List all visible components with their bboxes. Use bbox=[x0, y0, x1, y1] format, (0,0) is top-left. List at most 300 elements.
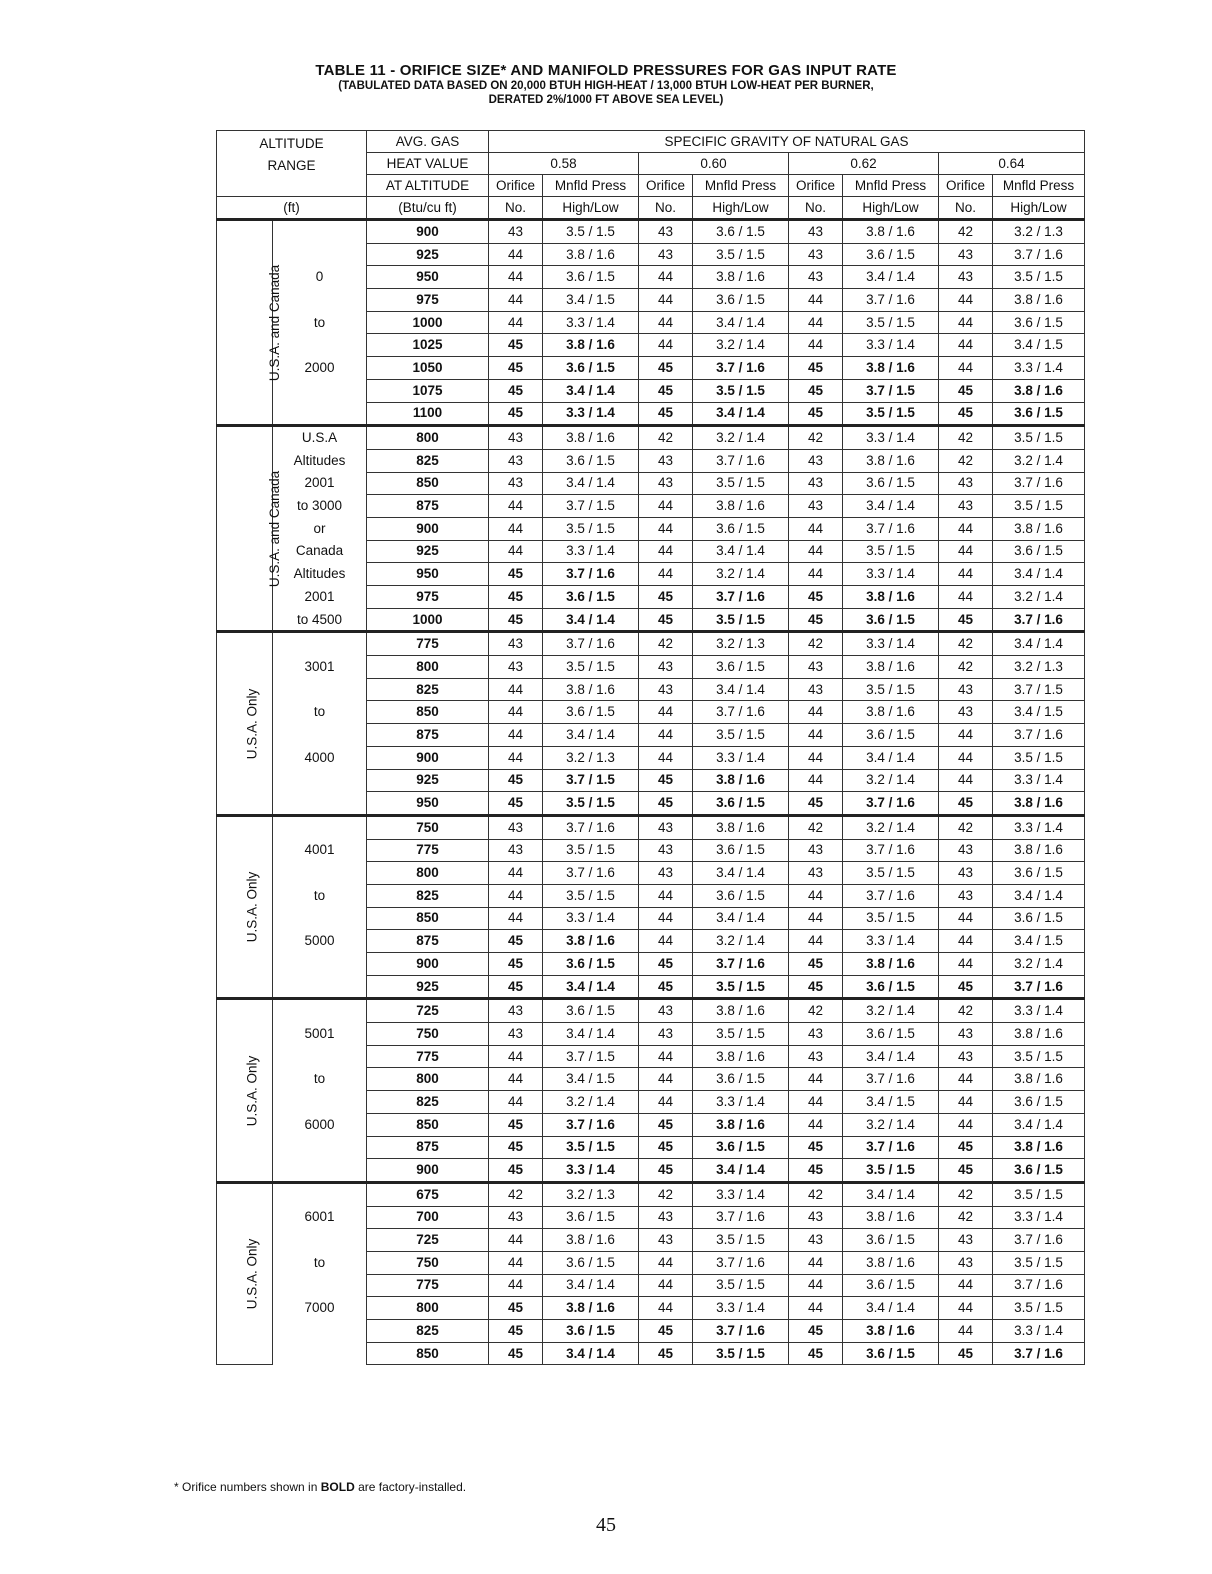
pressure-cell: 3.5 / 1.5 bbox=[693, 472, 789, 495]
orifice-cell: 44 bbox=[939, 953, 993, 976]
orifice-cell: 42 bbox=[639, 1182, 693, 1206]
orifice-cell: 44 bbox=[489, 243, 543, 266]
pressure-cell: 3.2 / 1.4 bbox=[993, 953, 1085, 976]
altitude-label bbox=[273, 1274, 367, 1297]
heat-value-cell: 800 bbox=[367, 426, 489, 450]
orifice-cell: 42 bbox=[939, 220, 993, 244]
orifice-cell: 43 bbox=[639, 815, 693, 839]
orifice-cell: 45 bbox=[789, 953, 843, 976]
pressure-cell: 3.5 / 1.5 bbox=[993, 746, 1085, 769]
page-number: 45 bbox=[596, 1514, 616, 1536]
table-subtitle-line1: (TABULATED DATA BASED ON 20,000 BTUH HIGH-HEAT / 13,000 BTUH LOW-HEAT PER BURNER, bbox=[338, 80, 874, 92]
orifice-cell: 43 bbox=[489, 656, 543, 679]
orifice-cell: 43 bbox=[939, 1251, 993, 1274]
orifice-cell: 45 bbox=[489, 1159, 543, 1183]
region-label-text: U.S.A. and Canada bbox=[267, 264, 283, 381]
table-row bbox=[217, 266, 1085, 289]
table-title: TABLE 11 - ORIFICE SIZE* AND MANIFOLD PRESSURES FOR GAS INPUT RATE bbox=[315, 62, 897, 79]
orifice-cell: 43 bbox=[939, 884, 993, 907]
orifice-cell: 44 bbox=[789, 540, 843, 563]
orifice-cell: 43 bbox=[939, 678, 993, 701]
pressure-cell: 3.8 / 1.6 bbox=[543, 1297, 639, 1320]
pressure-cell: 3.6 / 1.5 bbox=[843, 472, 939, 495]
pressure-cell: 3.7 / 1.5 bbox=[543, 495, 639, 518]
altitude-label bbox=[273, 1045, 367, 1068]
pressure-cell: 3.4 / 1.4 bbox=[693, 1159, 789, 1183]
orifice-cell: 43 bbox=[789, 1045, 843, 1068]
pressure-cell: 3.3 / 1.4 bbox=[993, 815, 1085, 839]
header-ft: (ft) bbox=[217, 197, 367, 220]
altitude-label: 7000 bbox=[273, 1297, 367, 1320]
orifice-cell: 44 bbox=[789, 311, 843, 334]
orifice-cell: 42 bbox=[939, 999, 993, 1023]
pressure-cell: 3.8 / 1.6 bbox=[843, 1320, 939, 1343]
pressure-cell: 3.3 / 1.4 bbox=[543, 540, 639, 563]
pressure-cell: 3.3 / 1.4 bbox=[543, 1159, 639, 1183]
pressure-cell: 3.5 / 1.5 bbox=[993, 266, 1085, 289]
pressure-cell: 3.4 / 1.5 bbox=[843, 1091, 939, 1114]
orifice-cell: 43 bbox=[639, 472, 693, 495]
orifice-cell: 45 bbox=[939, 608, 993, 632]
table-row bbox=[217, 1251, 1085, 1274]
orifice-cell: 44 bbox=[939, 586, 993, 609]
orifice-cell: 43 bbox=[489, 472, 543, 495]
pressure-cell: 3.6 / 1.5 bbox=[843, 1274, 939, 1297]
orifice-cell: 45 bbox=[639, 608, 693, 632]
header-altitude-range: ALTITUDE RANGE bbox=[217, 131, 367, 197]
altitude-label bbox=[273, 1320, 367, 1343]
orifice-cell: 44 bbox=[789, 517, 843, 540]
pressure-cell: 3.5 / 1.5 bbox=[693, 608, 789, 632]
orifice-cell: 44 bbox=[639, 540, 693, 563]
pressure-cell: 3.7 / 1.6 bbox=[843, 1068, 939, 1091]
orifice-cell: 45 bbox=[489, 586, 543, 609]
table-row bbox=[217, 472, 1085, 495]
orifice-cell: 45 bbox=[789, 792, 843, 816]
header-mnfld-press: Mnfld Press bbox=[843, 175, 939, 197]
orifice-cell: 44 bbox=[639, 930, 693, 953]
heat-value-cell: 975 bbox=[367, 586, 489, 609]
pressure-cell: 3.2 / 1.4 bbox=[693, 930, 789, 953]
header-gravity-2: 0.62 bbox=[789, 153, 939, 175]
pressure-cell: 3.2 / 1.4 bbox=[843, 815, 939, 839]
pressure-cell: 3.2 / 1.4 bbox=[843, 769, 939, 792]
orifice-cell: 43 bbox=[939, 862, 993, 885]
pressure-cell: 3.4 / 1.4 bbox=[543, 379, 639, 402]
pressure-cell: 3.5 / 1.5 bbox=[693, 379, 789, 402]
altitude-label bbox=[273, 1229, 367, 1252]
orifice-cell: 44 bbox=[639, 724, 693, 747]
heat-value-cell: 800 bbox=[367, 656, 489, 679]
orifice-cell: 44 bbox=[939, 930, 993, 953]
table-row bbox=[217, 1297, 1085, 1320]
pressure-cell: 3.7 / 1.5 bbox=[993, 678, 1085, 701]
pressure-cell: 3.6 / 1.5 bbox=[843, 608, 939, 632]
orifice-cell: 43 bbox=[639, 839, 693, 862]
region-label bbox=[217, 815, 273, 999]
pressure-cell: 3.8 / 1.6 bbox=[693, 999, 789, 1023]
orifice-cell: 43 bbox=[489, 1206, 543, 1229]
pressure-cell: 3.5 / 1.5 bbox=[843, 540, 939, 563]
orifice-cell: 43 bbox=[789, 1206, 843, 1229]
pressure-cell: 3.5 / 1.5 bbox=[693, 724, 789, 747]
orifice-cell: 44 bbox=[939, 563, 993, 586]
orifice-cell: 42 bbox=[939, 632, 993, 656]
heat-value-cell: 850 bbox=[367, 907, 489, 930]
heat-value-cell: 800 bbox=[367, 1068, 489, 1091]
pressure-cell: 3.8 / 1.6 bbox=[693, 495, 789, 518]
table-row bbox=[217, 1206, 1085, 1229]
orifice-cell: 43 bbox=[939, 701, 993, 724]
orifice-cell: 44 bbox=[489, 517, 543, 540]
pressure-cell: 3.7 / 1.6 bbox=[543, 632, 639, 656]
altitude-label bbox=[273, 334, 367, 357]
pressure-cell: 3.8 / 1.6 bbox=[993, 1136, 1085, 1159]
pressure-cell: 3.7 / 1.6 bbox=[693, 701, 789, 724]
orifice-cell: 44 bbox=[639, 517, 693, 540]
pressure-cell: 3.5 / 1.5 bbox=[693, 243, 789, 266]
orifice-cell: 42 bbox=[789, 426, 843, 450]
pressure-cell: 3.6 / 1.5 bbox=[543, 953, 639, 976]
pressure-cell: 3.7 / 1.6 bbox=[993, 1342, 1085, 1365]
orifice-cell: 44 bbox=[789, 563, 843, 586]
orifice-cell: 42 bbox=[939, 656, 993, 679]
pressure-cell: 3.6 / 1.5 bbox=[543, 1206, 639, 1229]
table-row bbox=[217, 1091, 1085, 1114]
heat-value-cell: 1000 bbox=[367, 608, 489, 632]
pressure-cell: 3.5 / 1.5 bbox=[843, 1159, 939, 1183]
orifice-cell: 45 bbox=[789, 379, 843, 402]
altitude-label: Canada bbox=[273, 540, 367, 563]
pressure-cell: 3.5 / 1.5 bbox=[993, 1182, 1085, 1206]
orifice-cell: 44 bbox=[939, 1274, 993, 1297]
pressure-cell: 3.5 / 1.5 bbox=[543, 884, 639, 907]
orifice-cell: 42 bbox=[639, 426, 693, 450]
pressure-cell: 3.5 / 1.5 bbox=[843, 862, 939, 885]
pressure-cell: 3.6 / 1.5 bbox=[693, 839, 789, 862]
pressure-cell: 3.2 / 1.3 bbox=[543, 746, 639, 769]
pressure-cell: 3.7 / 1.6 bbox=[543, 563, 639, 586]
altitude-label bbox=[273, 678, 367, 701]
heat-value-cell: 950 bbox=[367, 266, 489, 289]
altitude-label: 2001 bbox=[273, 586, 367, 609]
orifice-cell: 44 bbox=[789, 1091, 843, 1114]
heat-value-cell: 875 bbox=[367, 930, 489, 953]
pressure-cell: 3.2 / 1.4 bbox=[693, 426, 789, 450]
table-row bbox=[217, 243, 1085, 266]
pressure-cell: 3.6 / 1.5 bbox=[543, 586, 639, 609]
table-row bbox=[217, 402, 1085, 426]
heat-value-cell: 900 bbox=[367, 1159, 489, 1183]
heat-value-cell: 850 bbox=[367, 701, 489, 724]
heat-value-cell: 1025 bbox=[367, 334, 489, 357]
orifice-cell: 44 bbox=[639, 495, 693, 518]
table-row bbox=[217, 540, 1085, 563]
pressure-cell: 3.3 / 1.4 bbox=[993, 357, 1085, 380]
orifice-cell: 44 bbox=[939, 311, 993, 334]
orifice-cell: 43 bbox=[489, 999, 543, 1023]
orifice-cell: 44 bbox=[639, 1297, 693, 1320]
pressure-cell: 3.8 / 1.6 bbox=[993, 289, 1085, 312]
pressure-cell: 3.4 / 1.4 bbox=[543, 1274, 639, 1297]
pressure-cell: 3.4 / 1.4 bbox=[693, 862, 789, 885]
orifice-pressure-table bbox=[216, 130, 1085, 1365]
altitude-label: to bbox=[273, 311, 367, 334]
pressure-cell: 3.2 / 1.4 bbox=[543, 1091, 639, 1114]
pressure-cell: 3.6 / 1.5 bbox=[993, 907, 1085, 930]
altitude-label bbox=[273, 632, 367, 656]
altitude-label: to bbox=[273, 1251, 367, 1274]
orifice-cell: 44 bbox=[489, 862, 543, 885]
orifice-cell: 45 bbox=[639, 1136, 693, 1159]
table-row bbox=[217, 1320, 1085, 1343]
orifice-cell: 44 bbox=[789, 907, 843, 930]
orifice-cell: 43 bbox=[639, 1023, 693, 1046]
orifice-cell: 44 bbox=[639, 701, 693, 724]
pressure-cell: 3.2 / 1.3 bbox=[993, 656, 1085, 679]
orifice-cell: 45 bbox=[489, 379, 543, 402]
pressure-cell: 3.8 / 1.6 bbox=[843, 656, 939, 679]
orifice-cell: 45 bbox=[789, 357, 843, 380]
orifice-cell: 43 bbox=[789, 1023, 843, 1046]
pressure-cell: 3.5 / 1.5 bbox=[993, 1251, 1085, 1274]
orifice-cell: 43 bbox=[789, 266, 843, 289]
region-label-text: U.S.A. Only bbox=[244, 1238, 260, 1310]
header-mnfld-press: Mnfld Press bbox=[543, 175, 639, 197]
orifice-cell: 45 bbox=[489, 334, 543, 357]
table-row bbox=[217, 862, 1085, 885]
pressure-cell: 3.3 / 1.4 bbox=[993, 1206, 1085, 1229]
heat-value-cell: 825 bbox=[367, 449, 489, 472]
pressure-cell: 3.3 / 1.4 bbox=[843, 426, 939, 450]
orifice-cell: 45 bbox=[939, 975, 993, 999]
orifice-cell: 43 bbox=[489, 632, 543, 656]
orifice-cell: 45 bbox=[639, 769, 693, 792]
pressure-cell: 3.5 / 1.5 bbox=[543, 517, 639, 540]
orifice-cell: 44 bbox=[789, 289, 843, 312]
pressure-cell: 3.7 / 1.6 bbox=[693, 953, 789, 976]
pressure-cell: 3.7 / 1.6 bbox=[993, 472, 1085, 495]
heat-value-cell: 825 bbox=[367, 884, 489, 907]
pressure-cell: 3.2 / 1.4 bbox=[993, 586, 1085, 609]
pressure-cell: 3.5 / 1.5 bbox=[843, 311, 939, 334]
orifice-cell: 45 bbox=[939, 1342, 993, 1365]
orifice-cell: 45 bbox=[639, 1159, 693, 1183]
pressure-cell: 3.4 / 1.4 bbox=[693, 540, 789, 563]
orifice-cell: 45 bbox=[789, 975, 843, 999]
heat-value-cell: 825 bbox=[367, 678, 489, 701]
heat-value-cell: 1050 bbox=[367, 357, 489, 380]
heat-value-cell: 675 bbox=[367, 1182, 489, 1206]
pressure-cell: 3.2 / 1.4 bbox=[843, 999, 939, 1023]
orifice-cell: 42 bbox=[489, 1182, 543, 1206]
table-row bbox=[217, 517, 1085, 540]
pressure-cell: 3.2 / 1.4 bbox=[993, 449, 1085, 472]
pressure-cell: 3.5 / 1.5 bbox=[543, 656, 639, 679]
pressure-cell: 3.4 / 1.4 bbox=[543, 724, 639, 747]
table-row bbox=[217, 746, 1085, 769]
orifice-cell: 45 bbox=[789, 1342, 843, 1365]
table-row bbox=[217, 334, 1085, 357]
header-high-low: High/Low bbox=[693, 197, 789, 220]
pressure-cell: 3.6 / 1.5 bbox=[843, 724, 939, 747]
altitude-label: 4001 bbox=[273, 839, 367, 862]
table-row bbox=[217, 632, 1085, 656]
pressure-cell: 3.4 / 1.5 bbox=[543, 1068, 639, 1091]
pressure-cell: 3.7 / 1.6 bbox=[693, 449, 789, 472]
orifice-cell: 44 bbox=[789, 1113, 843, 1136]
region-label-text: U.S.A. Only bbox=[244, 688, 260, 759]
orifice-cell: 44 bbox=[489, 724, 543, 747]
orifice-cell: 43 bbox=[939, 839, 993, 862]
orifice-cell: 44 bbox=[939, 334, 993, 357]
header-avg-gas: AVG. GAS bbox=[367, 131, 489, 153]
heat-value-cell: 900 bbox=[367, 517, 489, 540]
pressure-cell: 3.4 / 1.5 bbox=[993, 930, 1085, 953]
orifice-cell: 44 bbox=[789, 930, 843, 953]
altitude-label bbox=[273, 999, 367, 1023]
orifice-cell: 45 bbox=[639, 1113, 693, 1136]
pressure-cell: 3.7 / 1.6 bbox=[543, 862, 639, 885]
altitude-label bbox=[273, 1136, 367, 1159]
orifice-cell: 44 bbox=[639, 1068, 693, 1091]
region-label-text: U.S.A. and Canada bbox=[267, 470, 283, 587]
orifice-cell: 44 bbox=[939, 517, 993, 540]
table-row bbox=[217, 975, 1085, 999]
pressure-cell: 3.3 / 1.4 bbox=[693, 1182, 789, 1206]
altitude-label bbox=[273, 1342, 367, 1365]
table-row bbox=[217, 656, 1085, 679]
orifice-cell: 45 bbox=[639, 975, 693, 999]
orifice-cell: 44 bbox=[489, 1091, 543, 1114]
heat-value-cell: 850 bbox=[367, 1113, 489, 1136]
table-row bbox=[217, 608, 1085, 632]
altitude-label bbox=[273, 1159, 367, 1183]
pressure-cell: 3.3 / 1.4 bbox=[693, 1091, 789, 1114]
pressure-cell: 3.8 / 1.6 bbox=[843, 586, 939, 609]
pressure-cell: 3.8 / 1.6 bbox=[693, 769, 789, 792]
heat-value-cell: 875 bbox=[367, 495, 489, 518]
orifice-cell: 44 bbox=[489, 746, 543, 769]
pressure-cell: 3.4 / 1.4 bbox=[843, 266, 939, 289]
table-row bbox=[217, 701, 1085, 724]
heat-value-cell: 775 bbox=[367, 1045, 489, 1068]
orifice-cell: 44 bbox=[639, 1274, 693, 1297]
region-label bbox=[217, 426, 283, 632]
header-gravity-0: 0.58 bbox=[489, 153, 639, 175]
table-row bbox=[217, 311, 1085, 334]
table-row bbox=[217, 1274, 1085, 1297]
orifice-cell: 43 bbox=[639, 220, 693, 244]
footnote-suffix: are factory-installed. bbox=[354, 1480, 467, 1494]
orifice-cell: 43 bbox=[939, 243, 993, 266]
pressure-cell: 3.4 / 1.4 bbox=[543, 1023, 639, 1046]
pressure-cell: 3.3 / 1.4 bbox=[843, 334, 939, 357]
heat-value-cell: 750 bbox=[367, 815, 489, 839]
pressure-cell: 3.4 / 1.4 bbox=[993, 884, 1085, 907]
orifice-cell: 44 bbox=[939, 1113, 993, 1136]
orifice-cell: 43 bbox=[489, 426, 543, 450]
orifice-cell: 44 bbox=[639, 563, 693, 586]
orifice-cell: 44 bbox=[789, 1068, 843, 1091]
pressure-cell: 3.6 / 1.5 bbox=[993, 1091, 1085, 1114]
heat-value-cell: 975 bbox=[367, 289, 489, 312]
table-row bbox=[217, 907, 1085, 930]
table-row bbox=[217, 839, 1085, 862]
altitude-label bbox=[273, 792, 367, 816]
region-label bbox=[217, 1182, 273, 1365]
pressure-cell: 3.7 / 1.5 bbox=[543, 769, 639, 792]
footnote bbox=[174, 1480, 466, 1494]
orifice-cell: 44 bbox=[489, 884, 543, 907]
header-high-low: High/Low bbox=[993, 197, 1085, 220]
pressure-cell: 3.8 / 1.6 bbox=[993, 379, 1085, 402]
pressure-cell: 3.7 / 1.6 bbox=[843, 884, 939, 907]
pressure-cell: 3.6 / 1.5 bbox=[693, 1068, 789, 1091]
heat-value-cell: 725 bbox=[367, 999, 489, 1023]
altitude-label: 6001 bbox=[273, 1206, 367, 1229]
table-row bbox=[217, 884, 1085, 907]
orifice-cell: 45 bbox=[489, 975, 543, 999]
orifice-cell: 44 bbox=[639, 1045, 693, 1068]
table-row bbox=[217, 1229, 1085, 1252]
pressure-cell: 3.6 / 1.5 bbox=[543, 357, 639, 380]
table-row bbox=[217, 999, 1085, 1023]
orifice-cell: 44 bbox=[489, 678, 543, 701]
pressure-cell: 3.6 / 1.5 bbox=[993, 1159, 1085, 1183]
orifice-cell: 43 bbox=[789, 839, 843, 862]
altitude-label bbox=[273, 402, 367, 426]
pressure-cell: 3.5 / 1.5 bbox=[693, 1274, 789, 1297]
header-mnfld-press: Mnfld Press bbox=[993, 175, 1085, 197]
orifice-cell: 43 bbox=[789, 243, 843, 266]
orifice-cell: 45 bbox=[789, 1159, 843, 1183]
pressure-cell: 3.7 / 1.6 bbox=[843, 792, 939, 816]
orifice-cell: 44 bbox=[939, 724, 993, 747]
orifice-cell: 43 bbox=[939, 495, 993, 518]
altitude-label: Altitudes bbox=[273, 449, 367, 472]
footnote-bold: BOLD bbox=[320, 1480, 355, 1494]
altitude-label bbox=[273, 243, 367, 266]
heat-value-cell: 775 bbox=[367, 1274, 489, 1297]
pressure-cell: 3.6 / 1.5 bbox=[693, 517, 789, 540]
orifice-cell: 43 bbox=[789, 656, 843, 679]
pressure-cell: 3.6 / 1.5 bbox=[693, 220, 789, 244]
altitude-label bbox=[273, 1091, 367, 1114]
heat-value-cell: 825 bbox=[367, 1320, 489, 1343]
heat-value-cell: 750 bbox=[367, 1251, 489, 1274]
header-no: No. bbox=[489, 197, 543, 220]
pressure-cell: 3.4 / 1.4 bbox=[693, 311, 789, 334]
orifice-cell: 45 bbox=[789, 608, 843, 632]
orifice-cell: 43 bbox=[639, 999, 693, 1023]
pressure-cell: 3.8 / 1.6 bbox=[993, 839, 1085, 862]
pressure-cell: 3.7 / 1.6 bbox=[843, 839, 939, 862]
pressure-cell: 3.6 / 1.5 bbox=[693, 289, 789, 312]
altitude-label: to 3000 bbox=[273, 495, 367, 518]
orifice-cell: 43 bbox=[939, 266, 993, 289]
pressure-cell: 3.8 / 1.6 bbox=[843, 1251, 939, 1274]
pressure-cell: 3.3 / 1.4 bbox=[843, 632, 939, 656]
orifice-cell: 44 bbox=[489, 701, 543, 724]
pressure-cell: 3.6 / 1.5 bbox=[543, 999, 639, 1023]
table-row bbox=[217, 815, 1085, 839]
pressure-cell: 3.6 / 1.5 bbox=[693, 884, 789, 907]
orifice-cell: 45 bbox=[489, 1320, 543, 1343]
pressure-cell: 3.6 / 1.5 bbox=[843, 1023, 939, 1046]
pressure-cell: 3.4 / 1.5 bbox=[993, 701, 1085, 724]
heat-value-cell: 850 bbox=[367, 1342, 489, 1365]
